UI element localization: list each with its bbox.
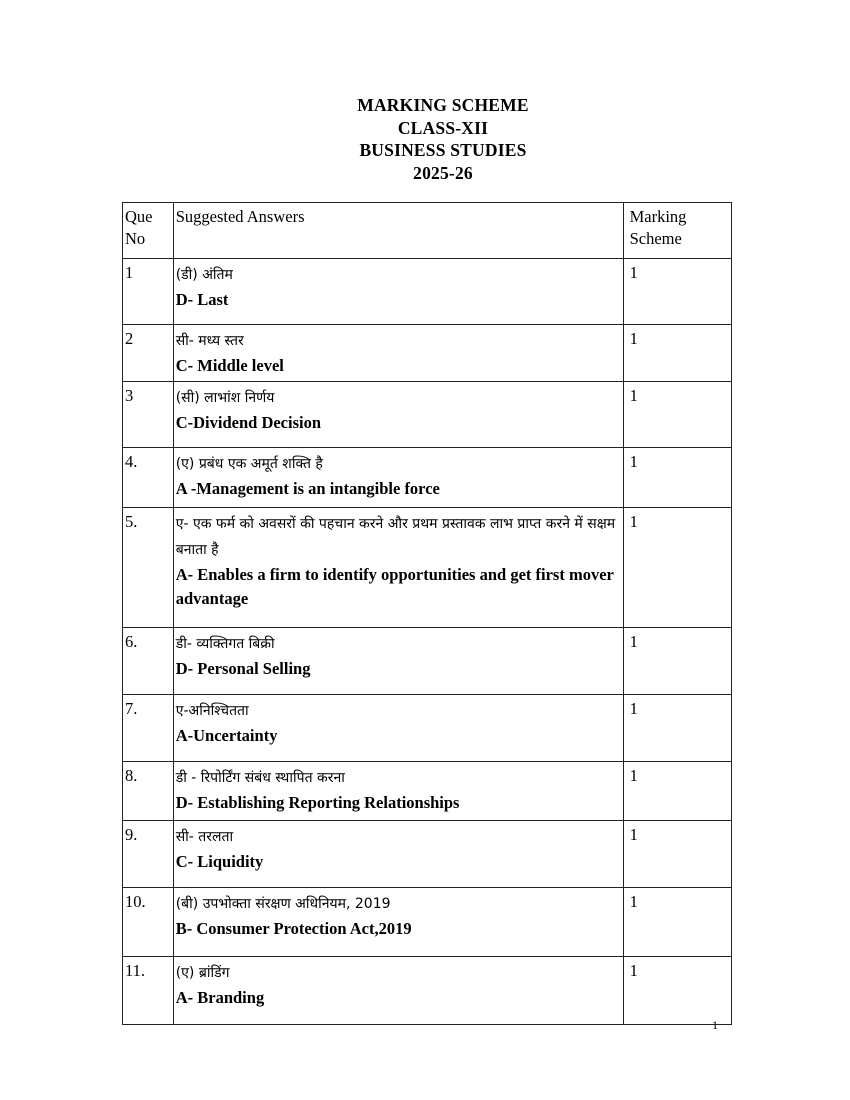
answer-hindi: डी- व्यक्तिगत बिक्री xyxy=(175,636,275,652)
answer-english: C- Middle level xyxy=(175,356,284,375)
page-number: 1 xyxy=(712,1018,718,1032)
header-que-no-line2: No xyxy=(125,229,146,248)
marks-value: 1 xyxy=(623,448,731,508)
suggested-answer xyxy=(173,821,623,888)
suggested-answer xyxy=(173,695,623,762)
question-number: 8. xyxy=(123,762,174,821)
title-marking-scheme: MARKING SCHEME xyxy=(357,95,529,115)
title-class: CLASS-XII xyxy=(397,117,489,138)
answer-english: D- Personal Selling xyxy=(175,659,311,678)
table-row xyxy=(123,762,732,821)
answer-hindi: ए-अनिश्चितता xyxy=(175,703,249,719)
question-number: 5. xyxy=(123,508,174,628)
header-marking-line2: Scheme xyxy=(629,229,682,248)
question-number: 11. xyxy=(123,957,174,1025)
table-row xyxy=(123,325,732,382)
marks-value: 1 xyxy=(623,695,731,762)
suggested-answer xyxy=(173,508,623,628)
answer-hindi: (बी) उपभोक्ता संरक्षण अधिनियम, 2019 xyxy=(175,896,391,912)
header-suggested-answers-text: Suggested Answers xyxy=(175,207,305,226)
header-que-no xyxy=(123,203,174,259)
table-row xyxy=(123,382,732,448)
suggested-answer xyxy=(173,957,623,1025)
answer-hindi: ए- एक फर्म को अवसरों की पहचान करने और प्रथम प्रस्तावक लाभ प्राप्त करने में सक्षम बनाता है xyxy=(175,516,616,558)
suggested-answer xyxy=(173,448,623,508)
answer-hindi: (डी) अंतिम xyxy=(175,267,233,283)
suggested-answer xyxy=(173,259,623,325)
marks-value: 1 xyxy=(623,325,731,382)
table-row xyxy=(123,957,732,1025)
answer-english: D- Last xyxy=(175,290,229,309)
marks-value: 1 xyxy=(623,628,731,695)
answer-hindi: डी - रिपोर्टिंग संबंध स्थापित करना xyxy=(175,770,345,786)
header-que-no-line1: Que xyxy=(125,207,153,226)
table-row xyxy=(123,888,732,957)
title-subject: BUSINESS STUDIES xyxy=(359,140,527,160)
marking-scheme-table xyxy=(122,202,732,1025)
table-row xyxy=(123,448,732,508)
question-number: 6. xyxy=(123,628,174,695)
marks-value: 1 xyxy=(623,888,731,957)
table-row xyxy=(123,259,732,325)
marks-value: 1 xyxy=(623,957,731,1025)
header-suggested-answers xyxy=(173,203,623,259)
question-number: 2 xyxy=(123,325,174,382)
question-number: 4. xyxy=(123,448,174,508)
answer-hindi: (ए) प्रबंध एक अमूर्त शक्ति है xyxy=(175,456,323,472)
answer-english: A- Enables a firm to identify opportunities and get first mover advantage xyxy=(175,565,614,608)
suggested-answer xyxy=(173,888,623,957)
table-body xyxy=(123,259,732,1025)
answer-english: B- Consumer Protection Act,2019 xyxy=(175,919,412,938)
suggested-answer xyxy=(173,382,623,448)
answer-hindi: (ए) ब्रांडिंग xyxy=(175,965,230,981)
marks-value: 1 xyxy=(623,821,731,888)
table-row xyxy=(123,821,732,888)
answer-hindi: सी- मध्य स्तर xyxy=(175,333,244,349)
question-number: 1 xyxy=(123,259,174,325)
question-number: 7. xyxy=(123,695,174,762)
document-title xyxy=(0,94,850,184)
answer-english: A -Management is an intangible force xyxy=(175,479,440,498)
table-row xyxy=(123,628,732,695)
answer-hindi: सी- तरलता xyxy=(175,829,234,845)
answer-english: D- Establishing Reporting Relationships xyxy=(175,793,460,812)
question-number: 9. xyxy=(123,821,174,888)
suggested-answer xyxy=(173,325,623,382)
table-row xyxy=(123,508,732,628)
question-number: 10. xyxy=(123,888,174,957)
suggested-answer xyxy=(173,762,623,821)
table-row xyxy=(123,695,732,762)
table-header-row xyxy=(123,203,732,259)
answer-hindi: (सी) लाभांश निर्णय xyxy=(175,390,275,406)
suggested-answer xyxy=(173,628,623,695)
answer-english: A- Branding xyxy=(175,988,265,1007)
marks-value: 1 xyxy=(623,762,731,821)
marks-value: 1 xyxy=(623,259,731,325)
header-marking-line1: Marking xyxy=(629,207,687,226)
title-year: 2025-26 xyxy=(413,162,473,183)
marks-value: 1 xyxy=(623,508,731,628)
answer-english: C-Dividend Decision xyxy=(175,413,322,432)
answer-english: C- Liquidity xyxy=(175,852,264,871)
marks-value: 1 xyxy=(623,382,731,448)
question-number: 3 xyxy=(123,382,174,448)
header-marking-scheme xyxy=(623,203,731,259)
answer-english: A-Uncertainty xyxy=(175,726,278,745)
